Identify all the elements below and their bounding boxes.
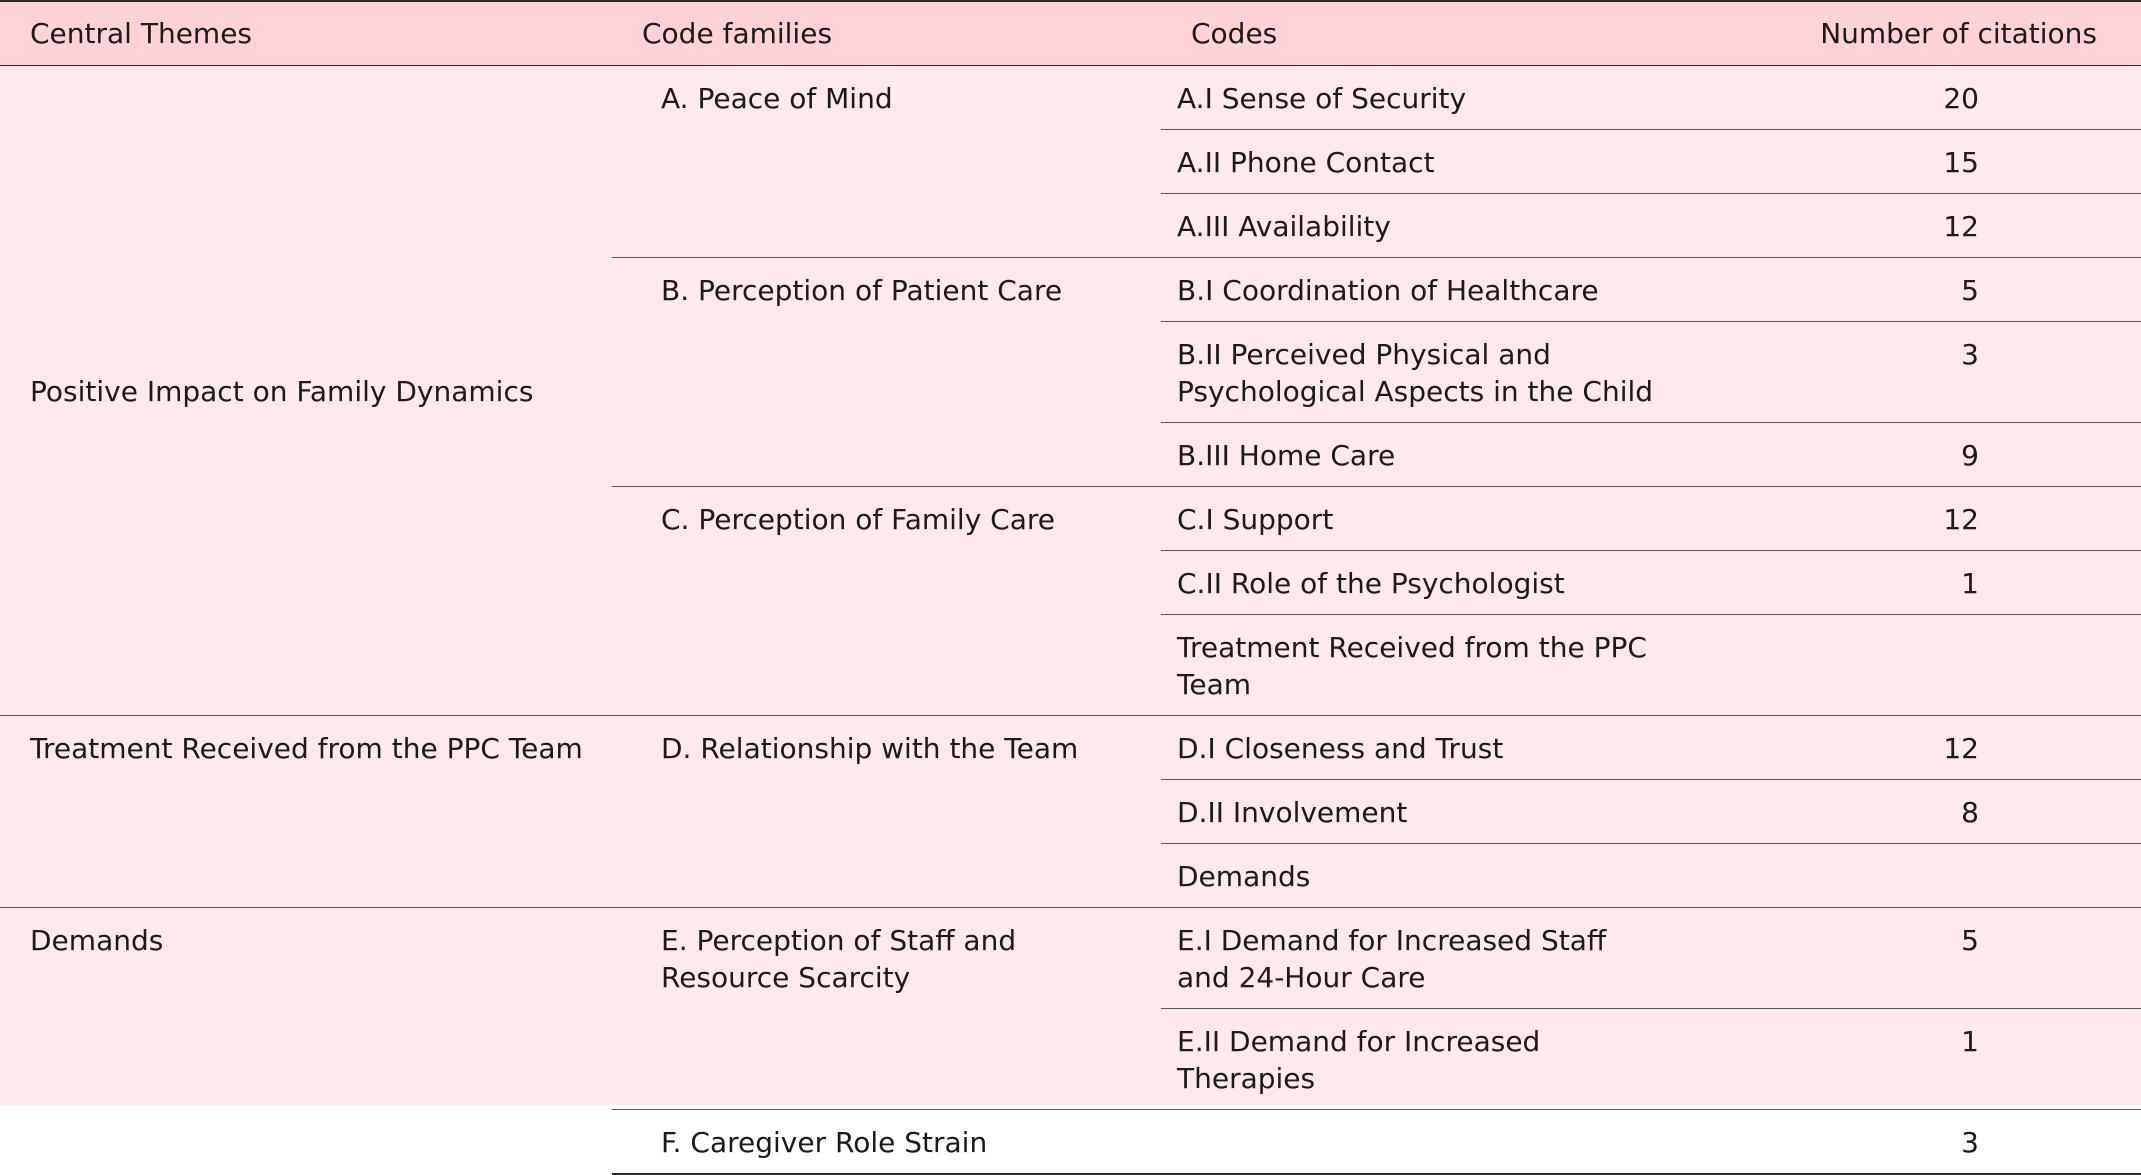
header-central-themes: Central Themes xyxy=(30,16,253,50)
code-cell: C.II Role of the Psychologist xyxy=(1161,550,1681,614)
header-row xyxy=(0,1,2141,65)
code-cell: C.I Support xyxy=(1161,486,1681,550)
code-cell: A.II Phone Contact xyxy=(1161,129,1681,193)
table-row xyxy=(0,715,2141,779)
code-cell: D.I Closeness and Trust xyxy=(1161,715,1681,779)
code-cell xyxy=(1161,1109,1681,1174)
citation-count: 5 xyxy=(1681,907,2141,1008)
code-cell: E.I Demand for Increased Staff and 24-Hour Care xyxy=(1161,907,1681,1008)
citation-count: 3 xyxy=(1681,321,2141,422)
code-cell: Treatment Received from the PPC Team xyxy=(1161,614,1681,715)
theme-cell: Positive Impact on Family Dynamics xyxy=(0,65,612,715)
header-number-of-citations: Number of citations xyxy=(1820,16,2097,50)
table-row xyxy=(0,907,2141,1008)
code-cell: B.I Coordination of Healthcare xyxy=(1161,257,1681,321)
code-cell: B.II Perceived Physical and Psychological Aspects in the Child xyxy=(1161,321,1681,422)
family-cell: A. Peace of Mind xyxy=(612,65,1161,257)
code-cell: Demands xyxy=(1161,843,1681,907)
citation-count: 1 xyxy=(1681,550,2141,614)
citation-count xyxy=(1681,614,2141,715)
citation-count: 12 xyxy=(1681,193,2141,257)
code-cell: A.III Availability xyxy=(1161,193,1681,257)
code-cell: E.II Demand for Increased Therapies xyxy=(1161,1008,1681,1109)
family-cell: F. Caregiver Role Strain xyxy=(612,1109,1161,1174)
citation-count: 9 xyxy=(1681,422,2141,486)
theme-cell: Treatment Received from the PPC Team xyxy=(0,715,612,907)
header-codes: Codes xyxy=(1191,16,1278,50)
header-code-families: Code families xyxy=(642,16,833,50)
code-cell: B.III Home Care xyxy=(1161,422,1681,486)
family-cell: B. Perception of Patient Care xyxy=(612,257,1161,486)
family-cell: C. Perception of Family Care xyxy=(612,486,1161,715)
citation-count: 1 xyxy=(1681,1008,2141,1109)
citation-count: 12 xyxy=(1681,486,2141,550)
citation-count: 20 xyxy=(1681,65,2141,129)
family-cell: D. Relationship with the Team xyxy=(612,715,1161,907)
citation-count: 5 xyxy=(1681,257,2141,321)
table-body xyxy=(0,65,2141,1174)
citation-count: 15 xyxy=(1681,129,2141,193)
citation-count xyxy=(1681,843,2141,907)
family-cell: E. Perception of Staff and Resource Scarcity xyxy=(612,907,1161,1109)
citation-count: 12 xyxy=(1681,715,2141,779)
table-row xyxy=(0,65,2141,129)
theme-cell: Demands xyxy=(30,923,164,957)
code-cell: D.II Involvement xyxy=(1161,779,1681,843)
table-header xyxy=(0,1,2141,65)
code-cell: A.I Sense of Security xyxy=(1161,65,1681,129)
citation-count: 3 xyxy=(1681,1109,2141,1174)
citation-count: 8 xyxy=(1681,779,2141,843)
